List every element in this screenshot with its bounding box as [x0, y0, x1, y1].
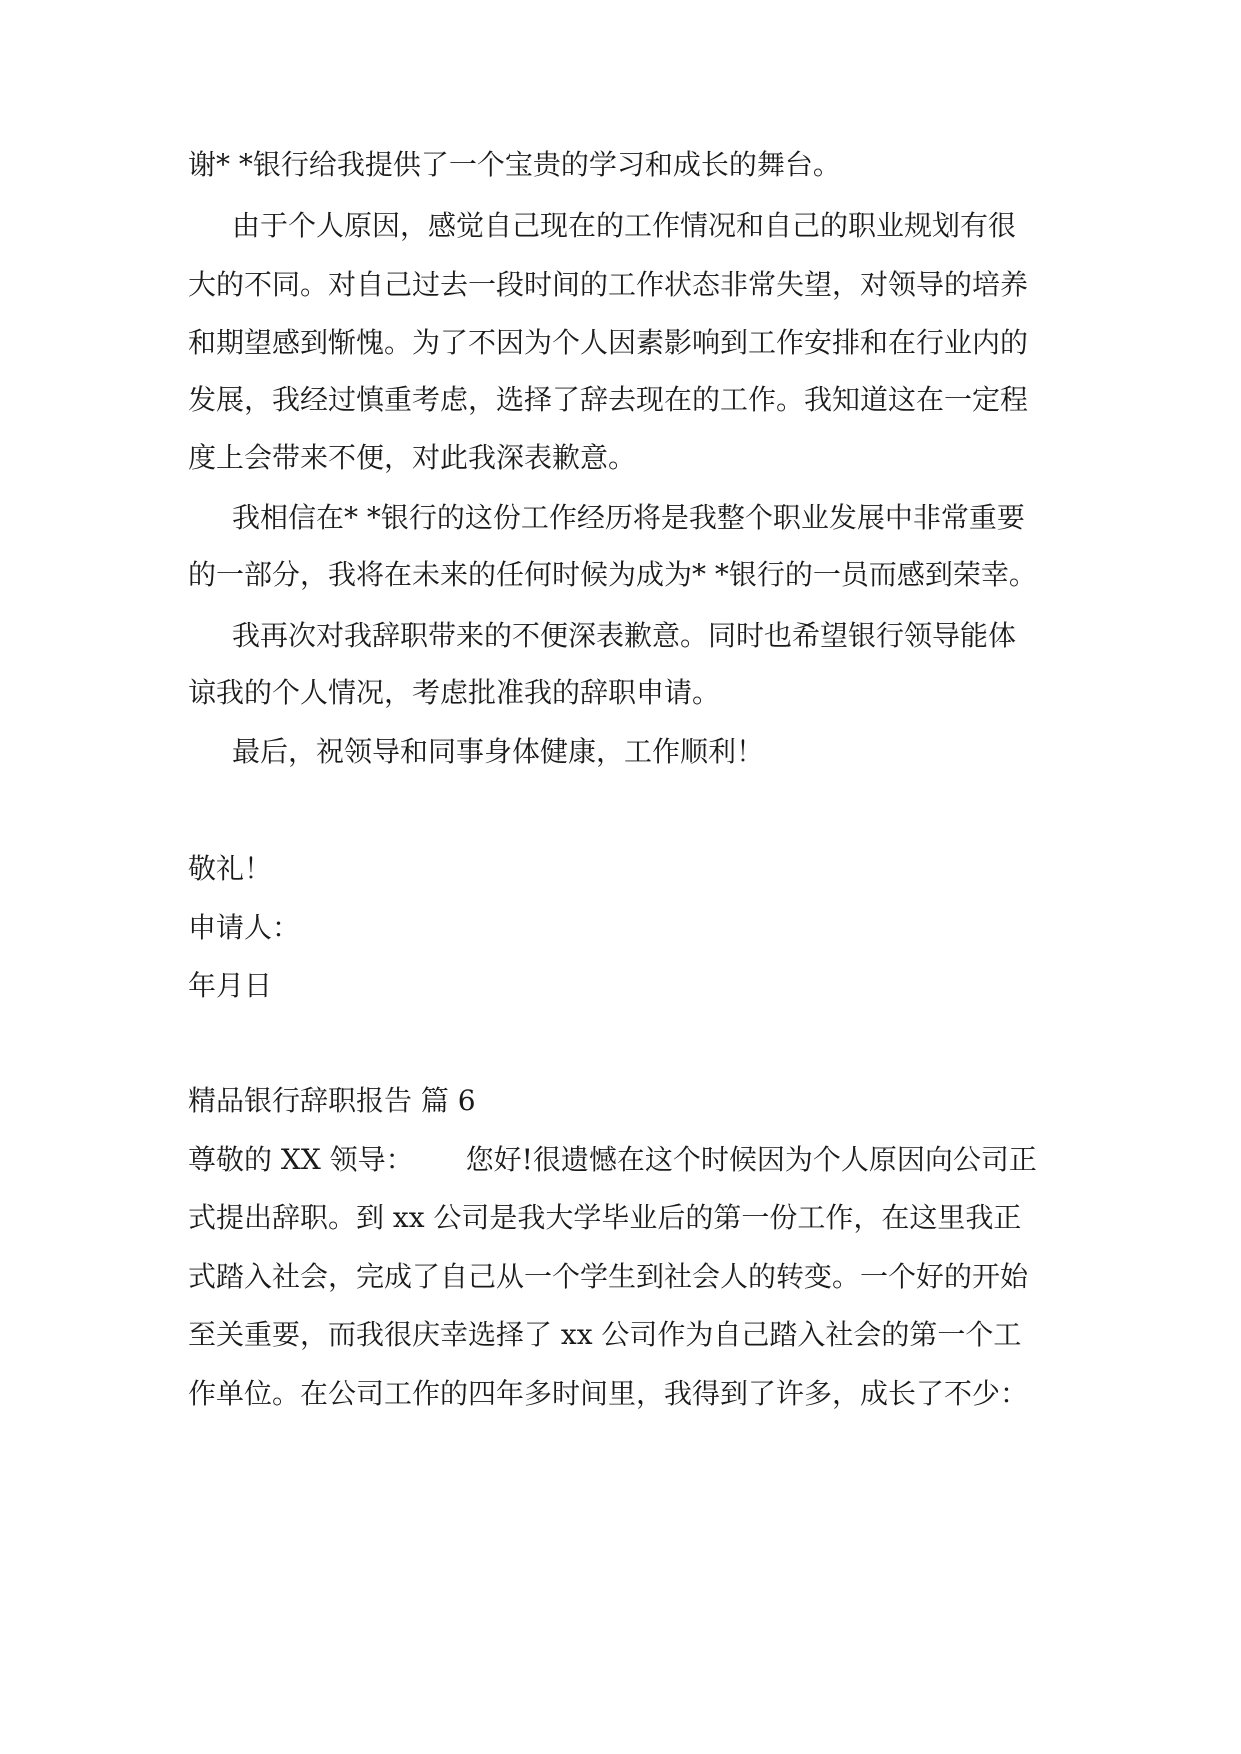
paragraph-line: 由于个人原因，感觉自己现在的工作情况和自己的职业规划有很 — [232, 209, 1017, 242]
paragraph-line: 和期望感到惭愧。为了不因为个人因素影响到工作安排和在行业内的 — [188, 326, 1029, 359]
paragraph-line: 最后，祝领导和同事身体健康，工作顺利！ — [232, 735, 765, 768]
paragraph-line: 度上会带来不便，对此我深表歉意。 — [188, 441, 637, 474]
paragraph-line: 至关重要，而我很庆幸选择了 xx 公司作为自己踏入社会的第一个工 — [188, 1318, 1022, 1351]
paragraph-line: 式踏入社会，完成了自己从一个学生到社会人的转变。一个好的开始 — [188, 1260, 1029, 1293]
date-label: 年月日 — [188, 969, 273, 1002]
paragraph-line: 发展，我经过慎重考虑，选择了辞去现在的工作。我知道这在一定程 — [188, 383, 1029, 416]
paragraph-line: 大的不同。对自己过去一段时间的工作状态非常失望，对领导的培养 — [188, 268, 1029, 301]
paragraph-line: 作单位。在公司工作的四年多时间里，我得到了许多，成长了不少： — [188, 1377, 1029, 1410]
greeting: 尊敬的 XX 领导： — [188, 1143, 414, 1176]
paragraph-line: 谅我的个人情况，考虑批准我的辞职申请。 — [188, 676, 721, 709]
applicant-label: 申请人： — [188, 911, 301, 944]
closing-salutation: 敬礼！ — [188, 852, 273, 885]
paragraph-line: 我再次对我辞职带来的不便深表歉意。同时也希望银行领导能体 — [232, 619, 1017, 652]
paragraph-line — [188, 1140, 1037, 1180]
greeting-body: 您好!很遗憾在这个时候因为个人原因向公司正 — [465, 1143, 1037, 1176]
paragraph-line: 的一部分，我将在未来的任何时候为成为* *银行的一员而感到荣幸。 — [188, 558, 1037, 591]
paragraph-line: 式提出辞职。到 xx 公司是我大学毕业后的第一份工作，在这里我正 — [188, 1201, 1022, 1234]
paragraph-line: 谢* *银行给我提供了一个宝贵的学习和成长的舞台。 — [188, 148, 841, 181]
paragraph-line: 我相信在* *银行的这份工作经历将是我整个职业发展中非常重要 — [232, 501, 1025, 534]
section-title: 精品银行辞职报告 篇 6 — [188, 1084, 476, 1117]
